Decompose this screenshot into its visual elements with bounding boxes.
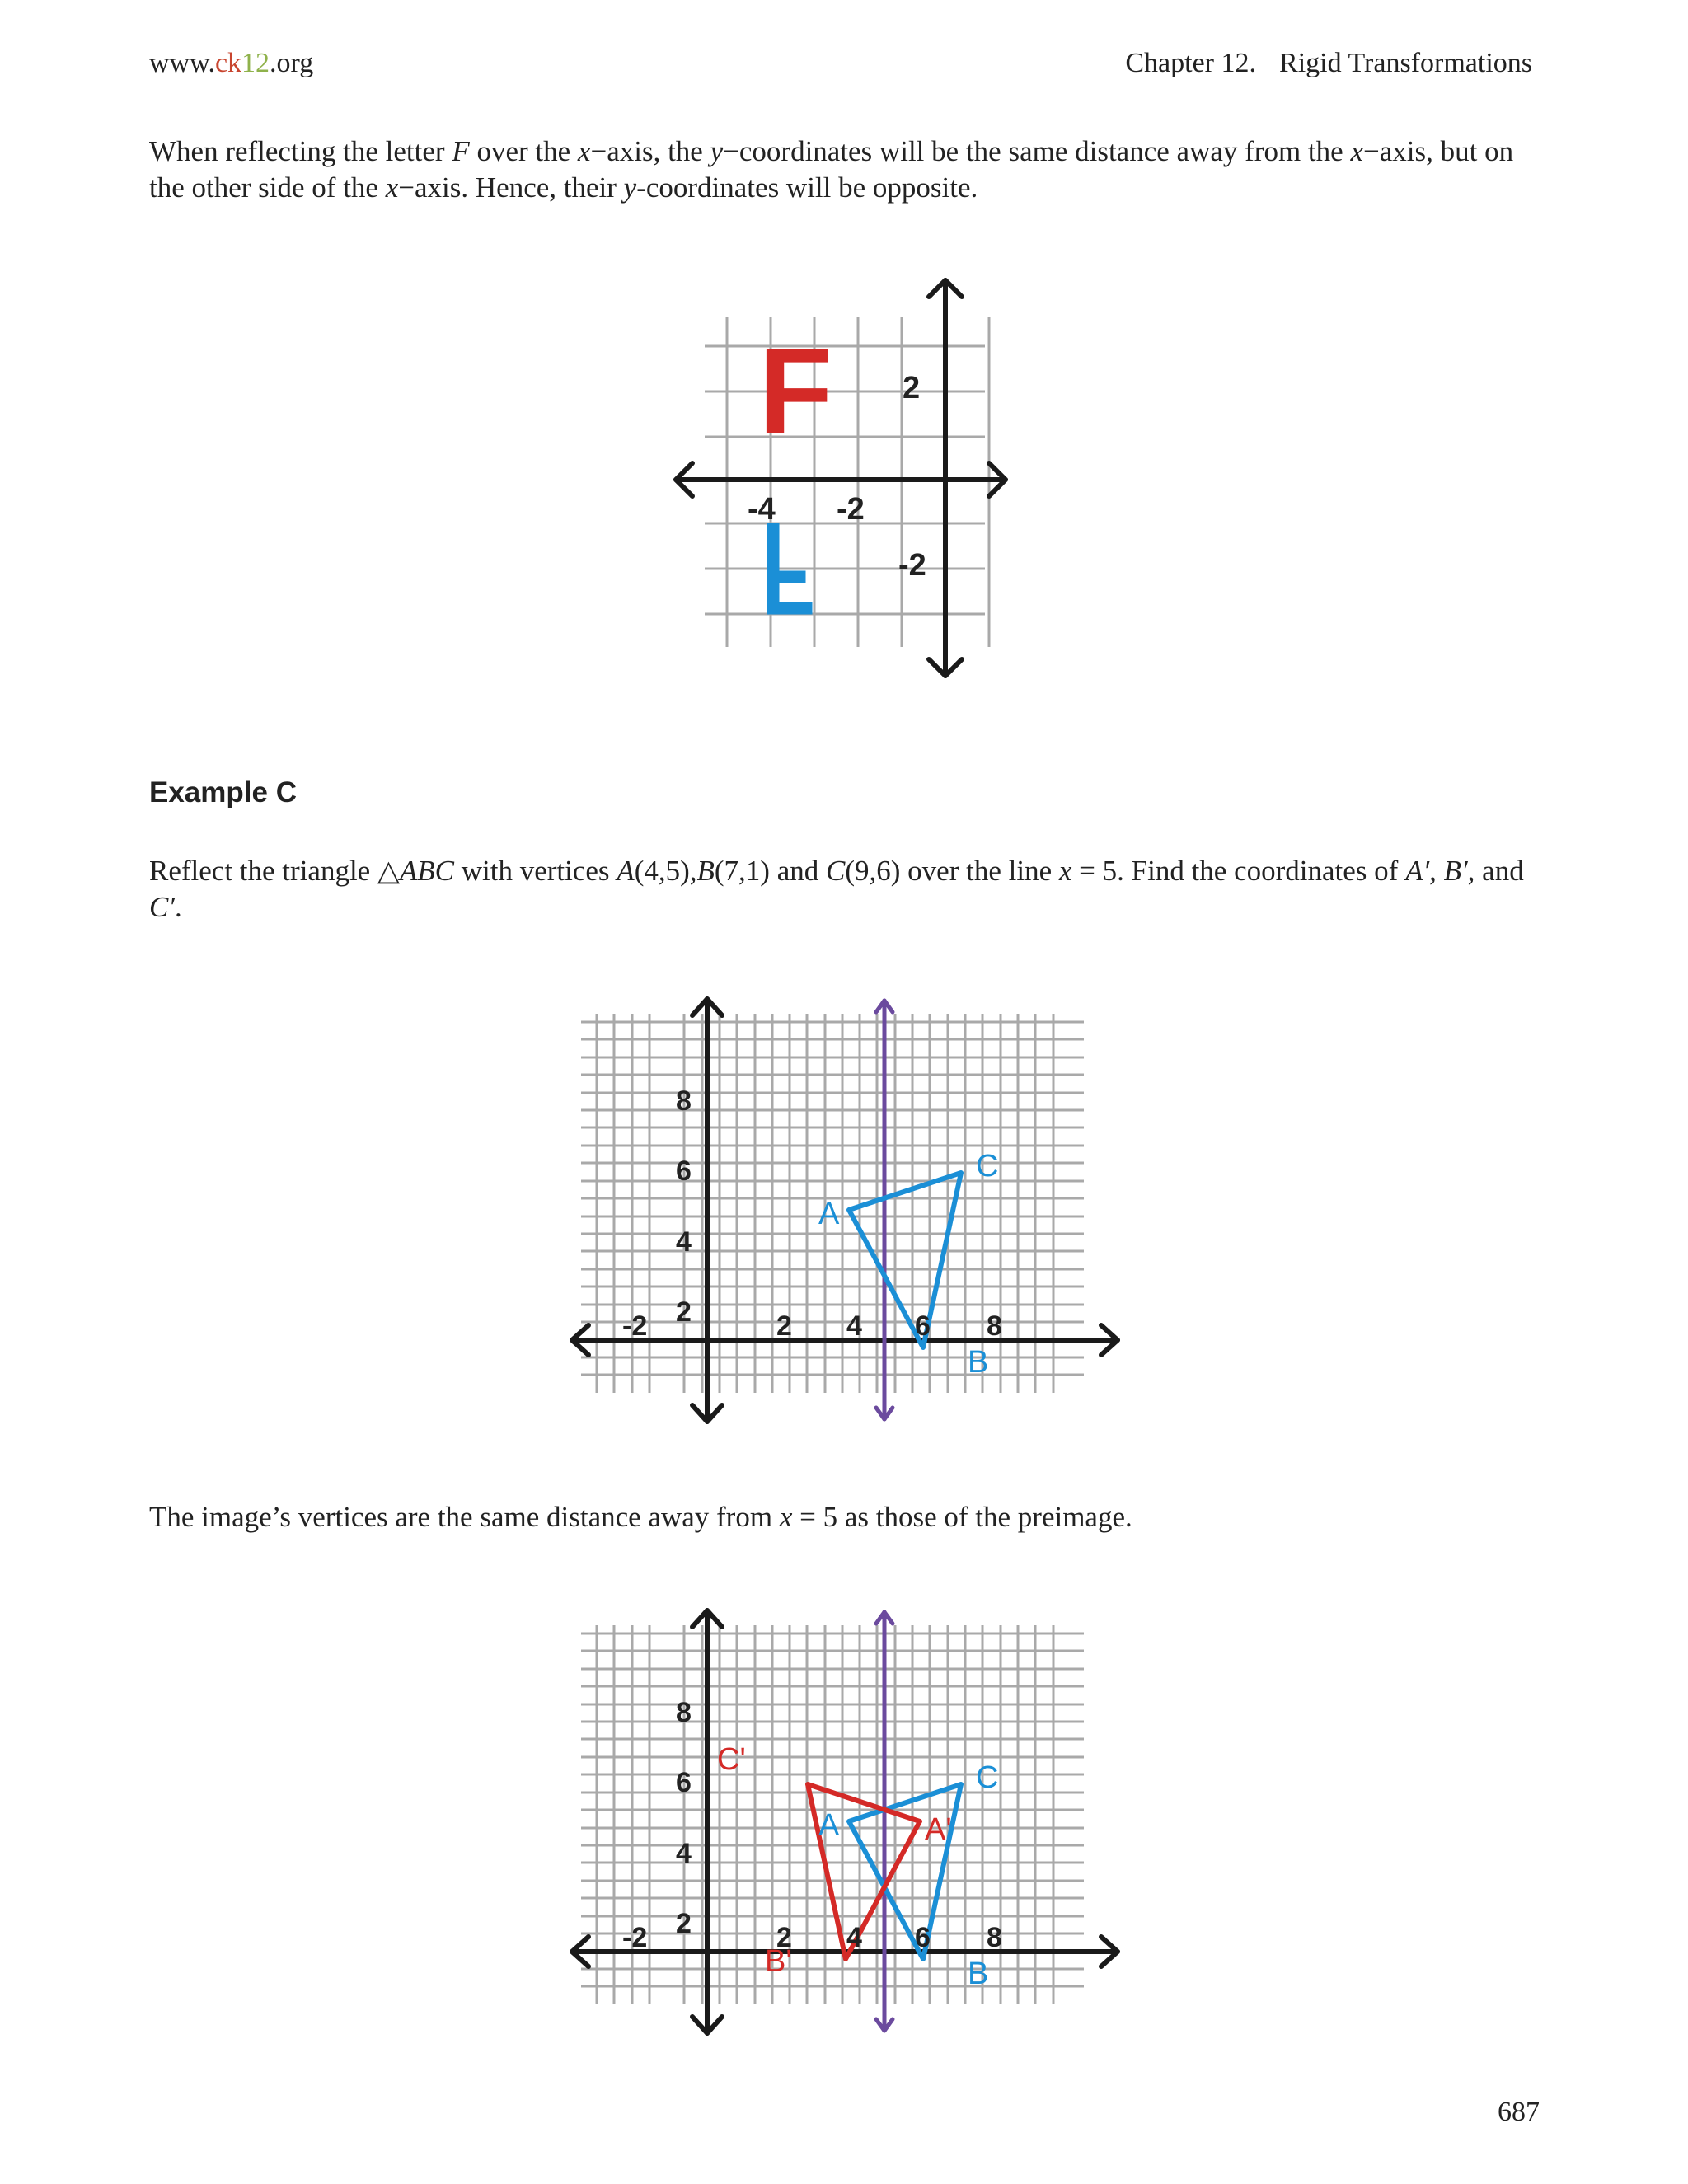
site-12: 12 xyxy=(241,48,270,78)
tick-x-2: 2 xyxy=(776,1922,792,1953)
tick-x-6: 6 xyxy=(915,1922,931,1953)
tick-x-neg2: -2 xyxy=(622,1310,648,1342)
site-prefix: www. xyxy=(149,48,215,78)
vertex-label-a-prime: A' xyxy=(925,1812,952,1847)
example-heading: Example C xyxy=(149,776,297,808)
vertex-label-c-prime: C' xyxy=(717,1742,746,1777)
tick-x-8: 8 xyxy=(987,1922,1002,1953)
tick-y-2: 2 xyxy=(676,1296,692,1328)
site-url[interactable] xyxy=(149,48,313,79)
tick-y-8: 8 xyxy=(676,1085,692,1117)
tick-x-4: 4 xyxy=(846,1310,862,1342)
intro-paragraph: When reflecting the letter F over the x−axis, the y−coordinates will be the same distance away from the x−axis, but on the other side of the x−axis. Hence, their y-coordinates will be opposite. xyxy=(149,135,1514,204)
tick-y-4: 4 xyxy=(676,1226,692,1258)
tick-y-2: 2 xyxy=(676,1908,692,1939)
vertex-label-b: B xyxy=(968,1345,989,1380)
tick-y-6: 6 xyxy=(676,1155,692,1187)
tick-y-2: 2 xyxy=(903,371,921,405)
chapter-header xyxy=(1125,48,1532,79)
chapter-number: Chapter 12. xyxy=(1125,48,1257,78)
tick-y-neg2: -2 xyxy=(898,548,926,583)
tick-x-neg4: -4 xyxy=(748,492,776,527)
tick-x-4: 4 xyxy=(846,1922,862,1953)
tick-x-8: 8 xyxy=(987,1310,1002,1342)
vertex-label-b: B xyxy=(968,1957,989,1991)
vertex-label-b-prime: B' xyxy=(765,1944,792,1979)
tick-x-6: 6 xyxy=(915,1310,931,1342)
vertex-label-a: A xyxy=(818,1808,840,1843)
f-letter: F xyxy=(758,323,833,459)
reflection-f-figure xyxy=(668,272,1022,692)
tick-y-6: 6 xyxy=(676,1767,692,1798)
vertex-label-c: C xyxy=(976,1149,999,1183)
tick-x-neg2: -2 xyxy=(622,1922,648,1953)
example-problem: Reflect the triangle △ABC with vertices A(4,5),B(7,1) and C(9,6) over the line x = 5. Find the coordinates of A′, B′, and C′. xyxy=(149,855,1524,923)
tick-y-8: 8 xyxy=(676,1697,692,1728)
axes xyxy=(676,280,1006,676)
vertex-label-a: A xyxy=(818,1197,840,1231)
tick-y-4: 4 xyxy=(676,1838,692,1869)
site-ck: ck xyxy=(214,48,242,78)
tick-x-neg2: -2 xyxy=(837,492,865,527)
triangle-abc-figure xyxy=(569,989,1129,1434)
site-suffix: .org xyxy=(270,48,314,78)
reflection-result-figure xyxy=(569,1601,1129,2046)
tick-x-2: 2 xyxy=(776,1310,792,1342)
vertex-label-c: C xyxy=(976,1760,999,1795)
chapter-title: Rigid Transformations xyxy=(1279,48,1532,78)
page-number: 687 xyxy=(1498,2097,1540,2127)
image-explanation: The image’s vertices are the same distance away from x = 5 as those of the preimage. xyxy=(149,1501,1132,1533)
